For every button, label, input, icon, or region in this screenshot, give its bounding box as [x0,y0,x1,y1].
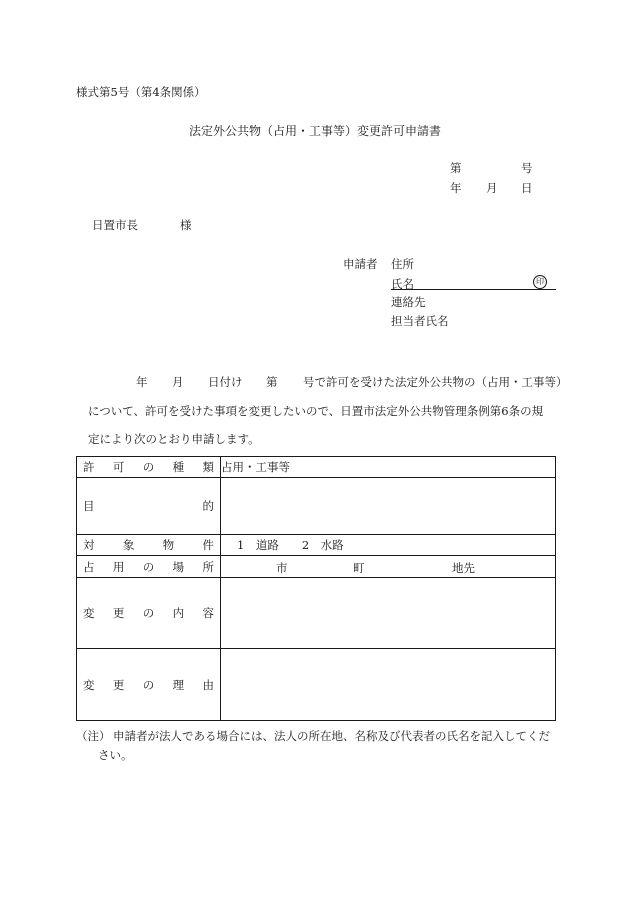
location-town: 町 [353,561,365,575]
purpose-value[interactable] [221,478,556,535]
table-row-change-content [77,578,556,649]
purpose-label: 目 的 [77,478,221,535]
change-content-value[interactable] [221,578,556,649]
location-lot: 地先 [452,561,475,575]
document-title: 法定外公共物（占用・工事等）変更許可申請書 [188,124,441,138]
note-marker: （注） [76,729,111,743]
contact-label: 連絡先 [391,295,426,309]
addressee-mayor: 日置市長 [92,218,138,232]
change-reason-value[interactable] [221,649,556,721]
location-value[interactable] [221,556,556,578]
note-text-1: 申請者が法人である場合には、法人の所在地、名称及び代表者の氏名を記入してくだ [113,729,550,743]
permit-type-label: 許 可 の 種 類 [77,457,221,478]
location-label: 占 用 の 場 所 [77,556,221,578]
body-year: 年 [136,375,148,389]
location-city: 市 [276,561,288,575]
name-label: 氏名 [391,277,414,291]
date-day: 日 [521,181,533,195]
form-id: 様式第5号（第4条関係） [76,85,206,99]
application-table [76,456,556,721]
addressee-honorific: 様 [180,218,192,232]
note-line-2: さい。 [98,748,133,762]
change-reason-label: 変 更 の 理 由 [77,649,221,721]
number-suffix: 号 [521,161,533,175]
body-line-3: 定により次のとおり申請します。 [88,432,260,446]
permit-type-value[interactable]: 占用・工事等 [221,457,556,478]
body-month: 月 [172,375,184,389]
table-row-location [77,556,556,578]
change-content-label: 変 更 の 内 容 [77,578,221,649]
table-row-target [77,535,556,556]
body-number-prefix: 第 [266,375,278,389]
name-field[interactable] [391,276,556,290]
body-date-suffix: 日付け [208,375,243,389]
address-label: 住所 [391,257,414,271]
note-line-1 [76,728,550,744]
table-row-purpose [77,478,556,535]
table-row-change-reason [77,649,556,721]
body-line-1-rest: 号で許可を受けた法定外公共物の（占用・工事等） [303,375,568,389]
target-label: 対 象 物 件 [77,535,221,556]
target-value[interactable]: 1 道路 2 水路 [221,535,556,556]
date-month: 月 [486,181,498,195]
person-in-charge-label: 担当者氏名 [391,314,449,328]
applicant-label: 申請者 [343,257,378,271]
date-year: 年 [450,181,462,195]
body-line-2: について、許可を受けた事項を変更したいので、日置市法定外公共物管理条例第6条の規 [88,404,544,418]
seal-icon: 印 [533,275,547,289]
number-prefix: 第 [450,161,462,175]
table-row-permit-type [77,457,556,478]
